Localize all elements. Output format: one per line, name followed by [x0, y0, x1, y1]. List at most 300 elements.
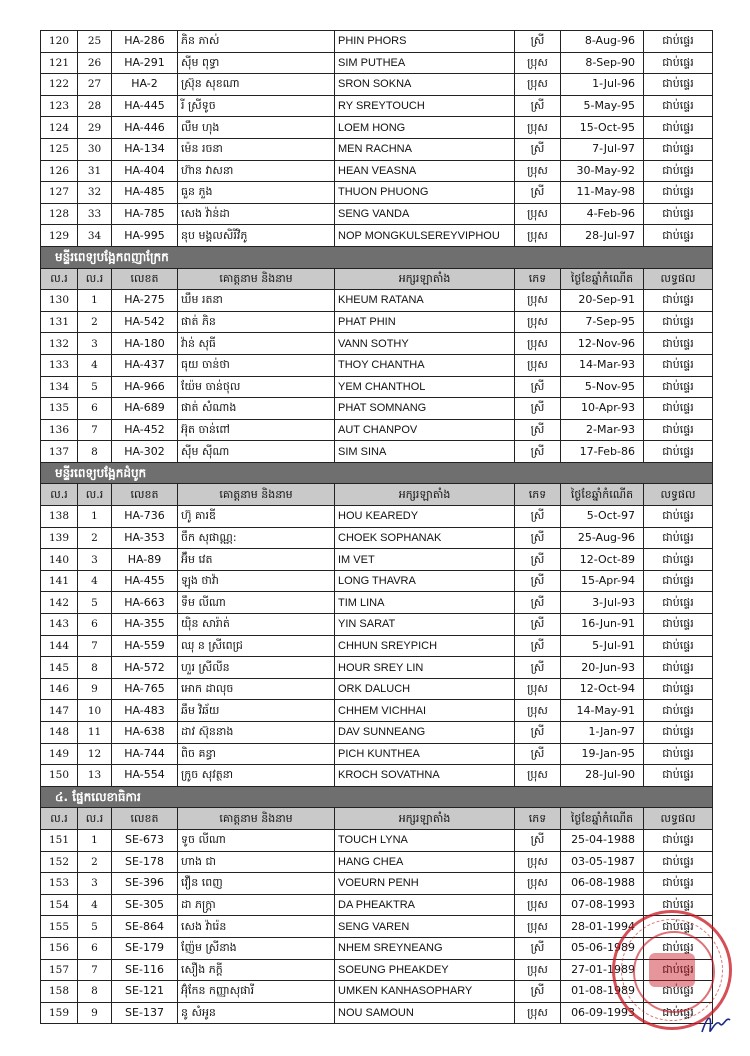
group-number-cell: 4	[78, 570, 112, 592]
khmer-name-cell: អោក ដាលុច	[178, 678, 335, 700]
gender-cell: ប្រុស	[515, 851, 561, 873]
candidate-id-cell: HA-404	[112, 160, 178, 182]
section-row	[41, 462, 713, 484]
result-cell: ជាប់ផ្ទេរ	[644, 722, 713, 744]
latin-name-cell: SIM PUTHEA	[335, 52, 515, 74]
birth-date-cell: 28-01-1994	[561, 916, 644, 938]
group-number-cell: 2	[78, 851, 112, 873]
header-result: លទ្ធផល	[644, 268, 713, 290]
group-number-cell: 4	[78, 894, 112, 916]
table-row	[41, 290, 713, 312]
table-row	[41, 916, 713, 938]
latin-name-cell: PHAT SOMNANG	[335, 398, 515, 420]
birth-date-cell: 06-08-1988	[561, 873, 644, 895]
group-number-cell: 3	[78, 549, 112, 571]
header-result: លទ្ធផល	[644, 484, 713, 506]
khmer-name-cell: ពិច គន្ធា	[178, 743, 335, 765]
result-cell: ជាប់ផ្ទេរ	[644, 635, 713, 657]
candidate-id-cell: SE-137	[112, 1002, 178, 1024]
birth-date-cell: 25-04-1988	[561, 829, 644, 851]
row-number-cell: 120	[41, 31, 78, 53]
section-row	[41, 246, 713, 268]
khmer-name-cell: ទូច លីណា	[178, 829, 335, 851]
table-header-row	[41, 268, 713, 290]
group-number-cell: 2	[78, 311, 112, 333]
khmer-name-cell: ហ៊ាន វាសនា	[178, 160, 335, 182]
header-row-number: ល.រ	[41, 808, 78, 830]
gender-cell: ប្រុស	[515, 1002, 561, 1024]
result-cell: ជាប់ផ្ទេរ	[644, 937, 713, 959]
group-number-cell: 27	[78, 74, 112, 96]
row-number-cell: 152	[41, 851, 78, 873]
table-row	[41, 614, 713, 636]
header-birth-date: ថ្ងៃខែឆ្នាំកំណើត	[561, 808, 644, 830]
group-number-cell: 8	[78, 657, 112, 679]
birth-date-cell: 5-May-95	[561, 95, 644, 117]
birth-date-cell: 8-Sep-90	[561, 52, 644, 74]
latin-name-cell: HOU KEAREDY	[335, 506, 515, 528]
signature-icon	[700, 1010, 734, 1040]
table-row	[41, 851, 713, 873]
group-number-cell: 28	[78, 95, 112, 117]
group-number-cell: 12	[78, 743, 112, 765]
latin-name-cell: PHIN PHORS	[335, 31, 515, 53]
gender-cell: ស្រី	[515, 549, 561, 571]
row-number-cell: 154	[41, 894, 78, 916]
table-row	[41, 570, 713, 592]
group-number-cell: 26	[78, 52, 112, 74]
candidate-id-cell: HA-689	[112, 398, 178, 420]
gender-cell: ប្រុស	[515, 74, 561, 96]
result-cell: ជាប់ផ្ទេរ	[644, 138, 713, 160]
stamp-emblem-icon	[649, 953, 695, 987]
latin-name-cell: HEAN VEASNA	[335, 160, 515, 182]
result-cell: ជាប់ផ្ទេរ	[644, 160, 713, 182]
latin-name-cell: DA PHEAKTRA	[335, 894, 515, 916]
section-title: មន្ទីរពេទ្យបង្អែកដំបូក	[41, 462, 713, 484]
gender-cell: ស្រី	[515, 981, 561, 1003]
group-number-cell: 5	[78, 916, 112, 938]
gender-cell: ស្រី	[515, 398, 561, 420]
row-number-cell: 138	[41, 506, 78, 528]
row-number-cell: 133	[41, 354, 78, 376]
table-row	[41, 441, 713, 463]
birth-date-cell: 17-Feb-86	[561, 441, 644, 463]
result-cell: ជាប់ផ្ទេរ	[644, 549, 713, 571]
latin-name-cell: THUON PHUONG	[335, 182, 515, 204]
row-number-cell: 135	[41, 398, 78, 420]
birth-date-cell: 30-May-92	[561, 160, 644, 182]
gender-cell: ស្រី	[515, 937, 561, 959]
latin-name-cell: MEN RACHNA	[335, 138, 515, 160]
khmer-name-cell: យ៉ិន សារ៉ាត់	[178, 614, 335, 636]
birth-date-cell: 5-Oct-97	[561, 506, 644, 528]
table-row	[41, 765, 713, 787]
latin-name-cell: HANG CHEA	[335, 851, 515, 873]
row-number-cell: 131	[41, 311, 78, 333]
candidate-id-cell: HA-286	[112, 31, 178, 53]
birth-date-cell: 01-08-1989	[561, 981, 644, 1003]
latin-name-cell: KHEUM RATANA	[335, 290, 515, 312]
table-header-row	[41, 808, 713, 830]
table-row	[41, 225, 713, 247]
candidate-id-cell: HA-437	[112, 354, 178, 376]
row-number-cell: 153	[41, 873, 78, 895]
header-candidate-id: លេខត	[112, 268, 178, 290]
table-row	[41, 398, 713, 420]
row-number-cell: 123	[41, 95, 78, 117]
latin-name-cell: LONG THAVRA	[335, 570, 515, 592]
table-row	[41, 117, 713, 139]
header-candidate-id: លេខត	[112, 808, 178, 830]
section-row	[41, 786, 713, 808]
group-number-cell: 3	[78, 873, 112, 895]
khmer-name-cell: សឿង ភក្តី	[178, 959, 335, 981]
table-row	[41, 376, 713, 398]
candidate-id-cell: HA-291	[112, 52, 178, 74]
table-row	[41, 657, 713, 679]
latin-name-cell: YIN SARAT	[335, 614, 515, 636]
birth-date-cell: 15-Apr-94	[561, 570, 644, 592]
group-number-cell: 3	[78, 333, 112, 355]
header-khmer-name: គោត្តនាម និងនាម	[178, 808, 335, 830]
birth-date-cell: 12-Nov-96	[561, 333, 644, 355]
group-number-cell: 7	[78, 635, 112, 657]
result-cell: ជាប់ផ្ទេរ	[644, 743, 713, 765]
candidate-id-cell: HA-353	[112, 527, 178, 549]
candidate-id-cell: HA-483	[112, 700, 178, 722]
row-number-cell: 147	[41, 700, 78, 722]
birth-date-cell: 2-Mar-93	[561, 419, 644, 441]
result-cell: ជាប់ផ្ទេរ	[644, 290, 713, 312]
group-number-cell: 33	[78, 203, 112, 225]
row-number-cell: 144	[41, 635, 78, 657]
result-cell: ជាប់ផ្ទេរ	[644, 31, 713, 53]
khmer-name-cell: អ៊ឹម វេត	[178, 549, 335, 571]
khmer-name-cell: ហ៊ូ គារឌី	[178, 506, 335, 528]
group-number-cell: 7	[78, 419, 112, 441]
gender-cell: ស្រី	[515, 419, 561, 441]
latin-name-cell: TOUCH LYNA	[335, 829, 515, 851]
latin-name-cell: CHHUN SREYPICH	[335, 635, 515, 657]
gender-cell: ស្រី	[515, 31, 561, 53]
latin-name-cell: SRON SOKNA	[335, 74, 515, 96]
group-number-cell: 2	[78, 527, 112, 549]
table-row	[41, 743, 713, 765]
gender-cell: ស្រី	[515, 182, 561, 204]
table-row	[41, 52, 713, 74]
row-number-cell: 126	[41, 160, 78, 182]
latin-name-cell: VANN SOTHY	[335, 333, 515, 355]
group-number-cell: 1	[78, 506, 112, 528]
table-row	[41, 937, 713, 959]
gender-cell: ស្រី	[515, 570, 561, 592]
khmer-name-cell: ស្រ៊ុន សុខណា	[178, 74, 335, 96]
row-number-cell: 132	[41, 333, 78, 355]
khmer-name-cell: អ៊ុត ចាន់ពៅ	[178, 419, 335, 441]
candidate-id-cell: HA-355	[112, 614, 178, 636]
group-number-cell: 9	[78, 678, 112, 700]
latin-name-cell: TIM LINA	[335, 592, 515, 614]
candidate-id-cell: SE-673	[112, 829, 178, 851]
gender-cell: ស្រី	[515, 614, 561, 636]
header-khmer-name: គោត្តនាម និងនាម	[178, 484, 335, 506]
candidate-id-cell: HA-89	[112, 549, 178, 571]
result-cell: ជាប់ផ្ទេរ	[644, 74, 713, 96]
candidate-id-cell: HA-966	[112, 376, 178, 398]
latin-name-cell: DAV SUNNEANG	[335, 722, 515, 744]
row-number-cell: 143	[41, 614, 78, 636]
birth-date-cell: 14-Mar-93	[561, 354, 644, 376]
row-number-cell: 158	[41, 981, 78, 1003]
table-row	[41, 635, 713, 657]
gender-cell: ស្រី	[515, 635, 561, 657]
result-cell: ជាប់ផ្ទេរ	[644, 419, 713, 441]
birth-date-cell: 4-Feb-96	[561, 203, 644, 225]
table-row	[41, 311, 713, 333]
birth-date-cell: 11-May-98	[561, 182, 644, 204]
candidate-id-cell: HA-485	[112, 182, 178, 204]
table-row	[41, 95, 713, 117]
table-row	[41, 354, 713, 376]
latin-name-cell: HOUR SREY LIN	[335, 657, 515, 679]
latin-name-cell: RY SREYTOUCH	[335, 95, 515, 117]
khmer-name-cell: វ៉ាន់ សុធី	[178, 333, 335, 355]
gender-cell: ស្រី	[515, 657, 561, 679]
khmer-name-cell: យ៉ែម ចាន់ថុល	[178, 376, 335, 398]
latin-name-cell: YEM CHANTHOL	[335, 376, 515, 398]
latin-name-cell: PHAT PHIN	[335, 311, 515, 333]
birth-date-cell: 20-Sep-91	[561, 290, 644, 312]
result-cell: ជាប់ផ្ទេរ	[644, 765, 713, 787]
candidate-id-cell: SE-864	[112, 916, 178, 938]
birth-date-cell: 7-Jul-97	[561, 138, 644, 160]
birth-date-cell: 7-Sep-95	[561, 311, 644, 333]
table-row	[41, 203, 713, 225]
result-cell: ជាប់ផ្ទេរ	[644, 333, 713, 355]
header-group-number: ល.រ	[78, 808, 112, 830]
row-number-cell: 127	[41, 182, 78, 204]
candidate-id-cell: HA-275	[112, 290, 178, 312]
birth-date-cell: 07-08-1993	[561, 894, 644, 916]
candidate-id-cell: HA-446	[112, 117, 178, 139]
table-row	[41, 549, 713, 571]
row-number-cell: 157	[41, 959, 78, 981]
table-row	[41, 981, 713, 1003]
row-number-cell: 134	[41, 376, 78, 398]
group-number-cell: 8	[78, 981, 112, 1003]
row-number-cell: 136	[41, 419, 78, 441]
candidate-id-cell: SE-305	[112, 894, 178, 916]
result-cell: ជាប់ផ្ទេរ	[644, 700, 713, 722]
khmer-name-cell: នុប មង្គលសិរីវិភូ	[178, 225, 335, 247]
row-number-cell: 129	[41, 225, 78, 247]
header-latin-name: អក្សរឡាតាំង	[335, 484, 515, 506]
gender-cell: ប្រុស	[515, 52, 561, 74]
latin-name-cell: NOU SAMOUN	[335, 1002, 515, 1024]
result-cell: ជាប់ផ្ទេរ	[644, 894, 713, 916]
result-cell: ជាប់ផ្ទេរ	[644, 182, 713, 204]
candidate-id-cell: HA-302	[112, 441, 178, 463]
result-cell: ជាប់ផ្ទេរ	[644, 52, 713, 74]
candidate-id-cell: HA-2	[112, 74, 178, 96]
row-number-cell: 149	[41, 743, 78, 765]
birth-date-cell: 20-Jun-93	[561, 657, 644, 679]
gender-cell: ស្រី	[515, 506, 561, 528]
khmer-name-cell: ផាត់ សំណាង	[178, 398, 335, 420]
row-number-cell: 142	[41, 592, 78, 614]
gender-cell: ប្រុស	[515, 678, 561, 700]
khmer-name-cell: រី ស្រីទូច	[178, 95, 335, 117]
candidate-id-cell: HA-785	[112, 203, 178, 225]
result-cell: ជាប់ផ្ទេរ	[644, 376, 713, 398]
header-group-number: ល.រ	[78, 484, 112, 506]
header-birth-date: ថ្ងៃខែឆ្នាំកំណើត	[561, 268, 644, 290]
khmer-name-cell: ឡុង ថាវ៉ា	[178, 570, 335, 592]
birth-date-cell: 5-Jul-91	[561, 635, 644, 657]
khmer-name-cell: ញ៉ែម ស្រីនាង	[178, 937, 335, 959]
result-cell: ជាប់ផ្ទេរ	[644, 678, 713, 700]
gender-cell: ប្រុស	[515, 225, 561, 247]
gender-cell: ស្រី	[515, 527, 561, 549]
header-candidate-id: លេខត	[112, 484, 178, 506]
header-row-number: ល.រ	[41, 484, 78, 506]
gender-cell: ស្រី	[515, 743, 561, 765]
birth-date-cell: 05-06-1989	[561, 937, 644, 959]
result-cell: ជាប់ផ្ទេរ	[644, 95, 713, 117]
table-row	[41, 506, 713, 528]
row-number-cell: 150	[41, 765, 78, 787]
row-number-cell: 128	[41, 203, 78, 225]
result-cell: ជាប់ផ្ទេរ	[644, 592, 713, 614]
khmer-name-cell: ដាវ ស៊ុននាង	[178, 722, 335, 744]
result-cell: ជាប់ផ្ទេរ	[644, 959, 713, 981]
table-row	[41, 333, 713, 355]
group-number-cell: 11	[78, 722, 112, 744]
result-cell: ជាប់ផ្ទេរ	[644, 354, 713, 376]
group-number-cell: 6	[78, 937, 112, 959]
gender-cell: ប្រុស	[515, 916, 561, 938]
latin-name-cell: IM VET	[335, 549, 515, 571]
latin-name-cell: UMKEN KANHASOPHARY	[335, 981, 515, 1003]
result-cell: ជាប់ផ្ទេរ	[644, 657, 713, 679]
candidate-id-cell: HA-452	[112, 419, 178, 441]
candidate-id-cell: HA-744	[112, 743, 178, 765]
candidate-id-cell: HA-180	[112, 333, 178, 355]
group-number-cell: 29	[78, 117, 112, 139]
result-cell: ជាប់ផ្ទេរ	[644, 873, 713, 895]
candidate-id-cell: HA-134	[112, 138, 178, 160]
header-latin-name: អក្សរឡាតាំង	[335, 808, 515, 830]
latin-name-cell: CHHEM VICHHAI	[335, 700, 515, 722]
gender-cell: ស្រី	[515, 829, 561, 851]
candidate-id-cell: HA-765	[112, 678, 178, 700]
latin-name-cell: NOP MONGKULSEREYVIPHOU	[335, 225, 515, 247]
group-number-cell: 8	[78, 441, 112, 463]
khmer-name-cell: ធុយ ចាន់ថា	[178, 354, 335, 376]
section-title: មន្ទីរពេទ្យបង្អែកពញាក្រែក	[41, 246, 713, 268]
khmer-name-cell: លឹម ហុង	[178, 117, 335, 139]
birth-date-cell: 19-Jan-95	[561, 743, 644, 765]
latin-name-cell: SOEUNG PHEAKDEY	[335, 959, 515, 981]
khmer-name-cell: ហាង ជា	[178, 851, 335, 873]
row-number-cell: 145	[41, 657, 78, 679]
row-number-cell: 130	[41, 290, 78, 312]
latin-name-cell: PICH KUNTHEA	[335, 743, 515, 765]
table-row	[41, 592, 713, 614]
group-number-cell: 13	[78, 765, 112, 787]
birth-date-cell: 06-09-1993	[561, 1002, 644, 1024]
row-number-cell: 140	[41, 549, 78, 571]
row-number-cell: 121	[41, 52, 78, 74]
table-row	[41, 722, 713, 744]
candidate-id-cell: SE-116	[112, 959, 178, 981]
khmer-name-cell: ស៊ីម ស៊ីណា	[178, 441, 335, 463]
table-row	[41, 31, 713, 53]
birth-date-cell: 10-Apr-93	[561, 398, 644, 420]
khmer-name-cell: សេង វ៉ាន់ដា	[178, 203, 335, 225]
result-cell: ជាប់ផ្ទេរ	[644, 1002, 713, 1024]
result-cell: ជាប់ផ្ទេរ	[644, 981, 713, 1003]
row-number-cell: 139	[41, 527, 78, 549]
table-row	[41, 74, 713, 96]
gender-cell: ប្រុស	[515, 873, 561, 895]
section-title: ៤. ផ្នែកលេខាធិការ	[41, 786, 713, 808]
birth-date-cell: 3-Jul-93	[561, 592, 644, 614]
latin-name-cell: SIM SINA	[335, 441, 515, 463]
gender-cell: ប្រុស	[515, 311, 561, 333]
row-number-cell: 151	[41, 829, 78, 851]
gender-cell: ប្រុស	[515, 354, 561, 376]
candidate-id-cell: HA-572	[112, 657, 178, 679]
header-birth-date: ថ្ងៃខែឆ្នាំកំណើត	[561, 484, 644, 506]
gender-cell: ប្រុស	[515, 333, 561, 355]
gender-cell: ស្រី	[515, 722, 561, 744]
group-number-cell: 7	[78, 959, 112, 981]
khmer-name-cell: ម៉េន រចនា	[178, 138, 335, 160]
candidate-id-cell: HA-736	[112, 506, 178, 528]
candidate-id-cell: HA-542	[112, 311, 178, 333]
latin-name-cell: VOEURN PENH	[335, 873, 515, 895]
group-number-cell: 34	[78, 225, 112, 247]
candidate-id-cell: HA-455	[112, 570, 178, 592]
result-cell: ជាប់ផ្ទេរ	[644, 441, 713, 463]
results-table	[40, 30, 713, 1024]
birth-date-cell: 1-Jan-97	[561, 722, 644, 744]
table-header-row	[41, 484, 713, 506]
gender-cell: ស្រី	[515, 138, 561, 160]
table-row	[41, 160, 713, 182]
birth-date-cell: 03-05-1987	[561, 851, 644, 873]
row-number-cell: 125	[41, 138, 78, 160]
candidate-id-cell: HA-995	[112, 225, 178, 247]
candidate-id-cell: HA-559	[112, 635, 178, 657]
result-cell: ជាប់ផ្ទេរ	[644, 851, 713, 873]
birth-date-cell: 25-Aug-96	[561, 527, 644, 549]
result-cell: ជាប់ផ្ទេរ	[644, 117, 713, 139]
row-number-cell: 124	[41, 117, 78, 139]
latin-name-cell: SENG VAREN	[335, 916, 515, 938]
khmer-name-cell: ធួន ភួង	[178, 182, 335, 204]
candidate-id-cell: SE-178	[112, 851, 178, 873]
khmer-name-cell: ដា ភក្ត្រា	[178, 894, 335, 916]
header-latin-name: អក្សរឡាតាំង	[335, 268, 515, 290]
gender-cell: ប្រុស	[515, 160, 561, 182]
result-cell: ជាប់ផ្ទេរ	[644, 311, 713, 333]
row-number-cell: 155	[41, 916, 78, 938]
gender-cell: ស្រី	[515, 376, 561, 398]
result-cell: ជាប់ផ្ទេរ	[644, 225, 713, 247]
